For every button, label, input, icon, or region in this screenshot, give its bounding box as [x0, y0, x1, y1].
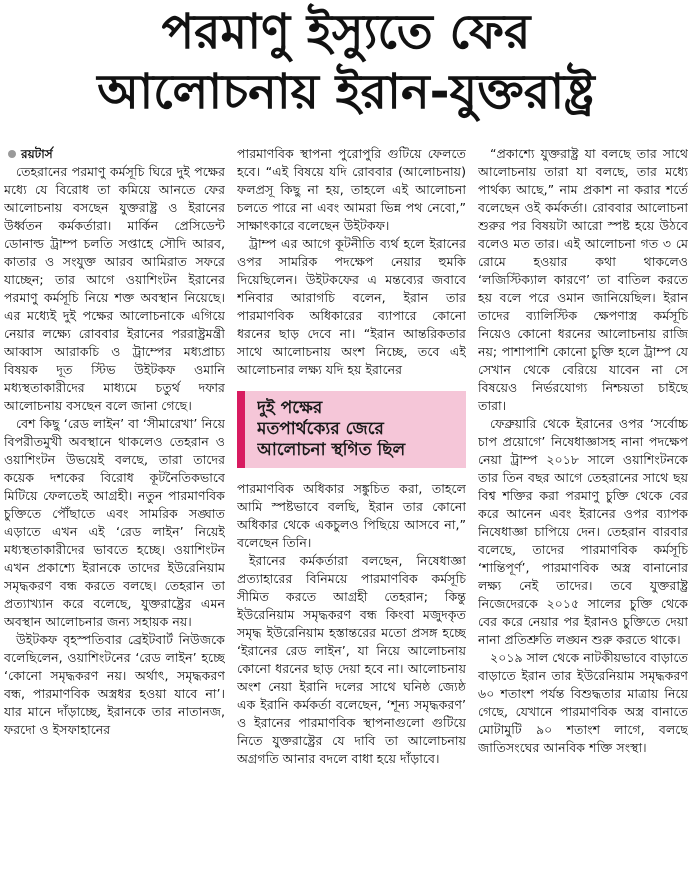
bullet-icon — [8, 150, 16, 158]
article-column-1 — [4, 145, 225, 894]
article-paragraph-continued: পারমাণবিক স্থাপনা পুরোপুরি গুটিয়ে ফেলতে হবে। “এই বিষয়ে যদি রোববার (আলোচনায়) ফলপ্রসূ কিছু না হয়, তাহলে এই আলোচনা চলতে পারে না এবং আমরা ভিন্ন পথ নেবো,” সাক্ষাৎকারে বলেছেন উইটকফ। — [237, 146, 466, 233]
article-paragraph-continued: পারমাণবিক অধিকার সঙ্কুচিত করা, তাহলে আমি স্পষ্টভাবে বলছি, ইরান তার কোনো অধিকার থেকে একচুলও পিছিয়ে আসবে না,” বলেছেন তিনি। — [237, 481, 466, 550]
headline-line-1: পরমাণু ইস্যুতে ফের — [161, 4, 531, 60]
pull-quote — [237, 391, 466, 468]
article-paragraph: ২০১৯ সাল থেকে নাটকীয়ভাবে বাড়াতে বাড়াতে ইরান তার ইউরেনিয়াম সমৃদ্ধকরণ ৬০ শতাংশ পর্যন্ত বিশুদ্ধতার মাত্রায় নিয়ে গেছে, যেখানে পারমাণবিক অস্ত্র বানাতে মোটামুটি ৯০ শতাংশ লাগে, বলছে জাতিসংঘের আনবিক শক্তি সংস্থা। — [478, 650, 688, 755]
headline-line-2: আলোচনায় ইরান-যুক্তরাষ্ট্র — [97, 64, 595, 120]
pull-quote-line: দুই পক্ষের — [257, 398, 323, 418]
headline — [0, 2, 692, 122]
article-paragraph: “প্রকাশ্যে যুক্তরাষ্ট্র যা বলছে তার সাথে আলোচনায় তারা যা বলছে, তার মধ্যে পার্থক্য আছে,” নাম প্রকাশ না করার শর্তে বলেছেন ওই কর্মকর্তা। রোববার আলোচনা শুরুর পর বিষয়টা আরো স্পষ্ট হয়ে উঠবে বলেও মত তার। এই আলোচনা গত ৩ মে রোমে হওয়ার কথা থাকলেও ‘লজিস্টিক্যাল কারণে’ তা বাতিল করতে হয় বলে পরে ওমান জানিয়েছিল। ইরান তাদের ব্যালিস্টিক ক্ষেপণাস্ত্র কর্মসূচি নিয়েও কোনো ধরনের আলোচনায় রাজি নয়; পাশাপাশি কোনো চুক্তি হলে ট্রাম্প যে সেখান থেকে বেরিয়ে যাবেন না সে বিষয়েও নির্ভরযোগ্য নিশ্চয়তা চাইছে তারা। — [478, 146, 688, 413]
article-paragraph: তেহরানের পরমাণু কর্মসূচি ঘিরে দুই পক্ষের মধ্যে যে বিরোধ তা কমিয়ে আনতে ফের আলোচনায় বসছেন যুক্তরাষ্ট্র ও ইরানের উর্ধ্বতন কর্মকর্তারা। মার্কিন প্রেসিডেন্ট ডোনাল্ড ট্রাম্প চলতি সপ্তাহে সৌদি আরব, কাতার ও সংযুক্ত আরব আমিরাত সফরে যাচ্ছেন; তার আগে ওয়াশিংটন ইরানের পরমাণু কর্মসূচি নিয়ে শক্ত অবস্থান নিয়েছে। এর মধ্যেই দুই পক্ষের আলোচনাকে এগিয়ে নেয়ার লক্ষ্যে রোববার ইরানের পররাষ্ট্রমন্ত্রী আব্বাস আরাকচি ও ট্রাম্পের মধ্যপ্রাচ্য বিষয়ক দূত স্টিভ উইটকফ ওমানি মধ্যস্থতাকারীদের মাধ্যমে চতুর্থ দফার আলোচনায় বসছেন বলে জানা গেছে। — [4, 164, 225, 413]
article-paragraph: ট্রাম্প এর আগে কূটনীতি ব্যর্থ হলে ইরানের ওপর সামরিক পদক্ষেপ নেয়ার হুমকি দিয়েছিলেন। উইটকফের এ মন্তব্যের জবাবে শনিবার আরাগচি বলেন, ইরান তার পারমাণবিক অধিকারের ব্যাপারে কোনো ধরনের ছাড় দেবে না। “ইরান আন্তরিকতার সাথে আলোচনায় অংশ নিচ্ছে, তবে এই আলোচনার লক্ষ্য যদি হয় ইরানের — [237, 236, 466, 377]
byline-source: রয়টার্স — [21, 147, 53, 161]
article-paragraph: ফেব্রুয়ারি থেকে ইরানের ওপর ‘সর্বোচ্চ চাপ প্রয়োগে’ নিষেধাজ্ঞাসহ নানা পদক্ষেপ নেয়া ট্রাম্প ২০১৮ সালে ওয়াশিংটনকে তার তিন বছর আগে তেহরানের সাথে ছয় বিশ্ব শক্তির করা পরমাণু চুক্তি থেকে বের করে আনেন এবং ইরানের ওপর ব্যাপক নিষেধাজ্ঞা চাপিয়ে দেন। তেহরান বারবার বলেছে, তাদের পারমাণবিক কর্মসূচি ‘শান্তিপূর্ণ’, পারমাণবিক অস্ত্র বানানোর লক্ষ্য নেই তাদের। তবে যুক্তরাষ্ট্র নিজেদেরকে ২০১৫ সালের চুক্তি থেকে বের করে নেয়ার পর ইরানও চুক্তিতে দেয়া নানা প্রতিশ্রুতি লঙ্ঘন শুরু করতে থাকে। — [478, 416, 688, 647]
article-column-3 — [478, 145, 688, 894]
article-paragraph: বেশ কিছু ‘রেড লাইন’ বা ‘সীমারেখা’ নিয়ে বিপরীতমুখী অবস্থানে থাকলেও তেহরান ও ওয়াশিংটন উভয়েই বলছে, তারা তাদের কয়েক দশকের বিরোধ কূটনৈতিকভাবে মিটিয়ে ফেলতেই আগ্রহী। নতুন পারমাণবিক চুক্তিতে পৌঁছাতে এবং সামরিক সঙ্ঘাত এড়াতে এখন এই ‘রেড লাইন’ নিয়েই মধ্যস্থতাকারীদের ভাবতে হচ্ছে। ওয়াশিংটন এখন প্রকাশ্যে ইরানকে তাদের ইউরেনিয়াম সমৃদ্ধকরণ বন্ধ করতে বলছে। তেহরান তা প্রত্যাখ্যান করে বলেছে, যুক্তরাষ্ট্রের এমন অবস্থান আলোচনার জন্য সহায়ক নয়। — [4, 416, 225, 629]
pull-quote-line: আলোচনা স্থগিত ছিল — [257, 440, 406, 460]
article-paragraph: ইরানের কর্মকর্তারা বলছেন, নিষেধাজ্ঞা প্রত্যাহারের বিনিময়ে পারমাণবিক কর্মসূচি সীমিত করতে আগ্রহী তেহরান; কিন্তু ইউরেনিয়াম সমৃদ্ধকরণ বন্ধ কিংবা মজুদকৃত সমৃদ্ধ ইউরেনিয়াম হস্তান্তরের মতো প্রসঙ্গ হচ্ছে ‘ইরানের রেড লাইন’, যা নিয়ে আলোচনায় কোনো ধরনের ছাড় দেয়া হবে না। আলোচনায় অংশ নেয়া ইরানি দলের সাথে ঘনিষ্ঠ জ্যেষ্ঠ এক ইরানি কর্মকর্তা বলেছেন, ‘শূন্য সমৃদ্ধকরণ’ ও ইরানের পারমাণবিক স্থাপনাগুলো গুটিয়ে নিতে যুক্তরাষ্ট্রের যে দাবি তা আলোচনায় অগ্রগতি আনার বদলে বাধা হয়ে দাঁড়াবে। — [237, 553, 466, 766]
pull-quote-line: মতপার্থক্যের জেরে — [257, 419, 384, 439]
article-paragraph: উইটকফ বৃহস্পতিবার ব্রেইটবার্ট নিউজকে বলেছিলেন, ওয়াশিংটনের ‘রেড লাইন’ হচ্ছে ‘কোনো সমৃদ্ধকরণ নয়। অর্থাৎ, সমৃদ্ধকরণ বন্ধ, পারমাণবিক অস্ত্রধর হওয়া যাবে না’। যার মানে দাঁড়াচ্ছে, ইরানকে তার নাতানজ, ফরদো ও ইসফাহানের — [4, 632, 225, 737]
byline — [4, 145, 225, 163]
article-column-2 — [237, 145, 466, 894]
